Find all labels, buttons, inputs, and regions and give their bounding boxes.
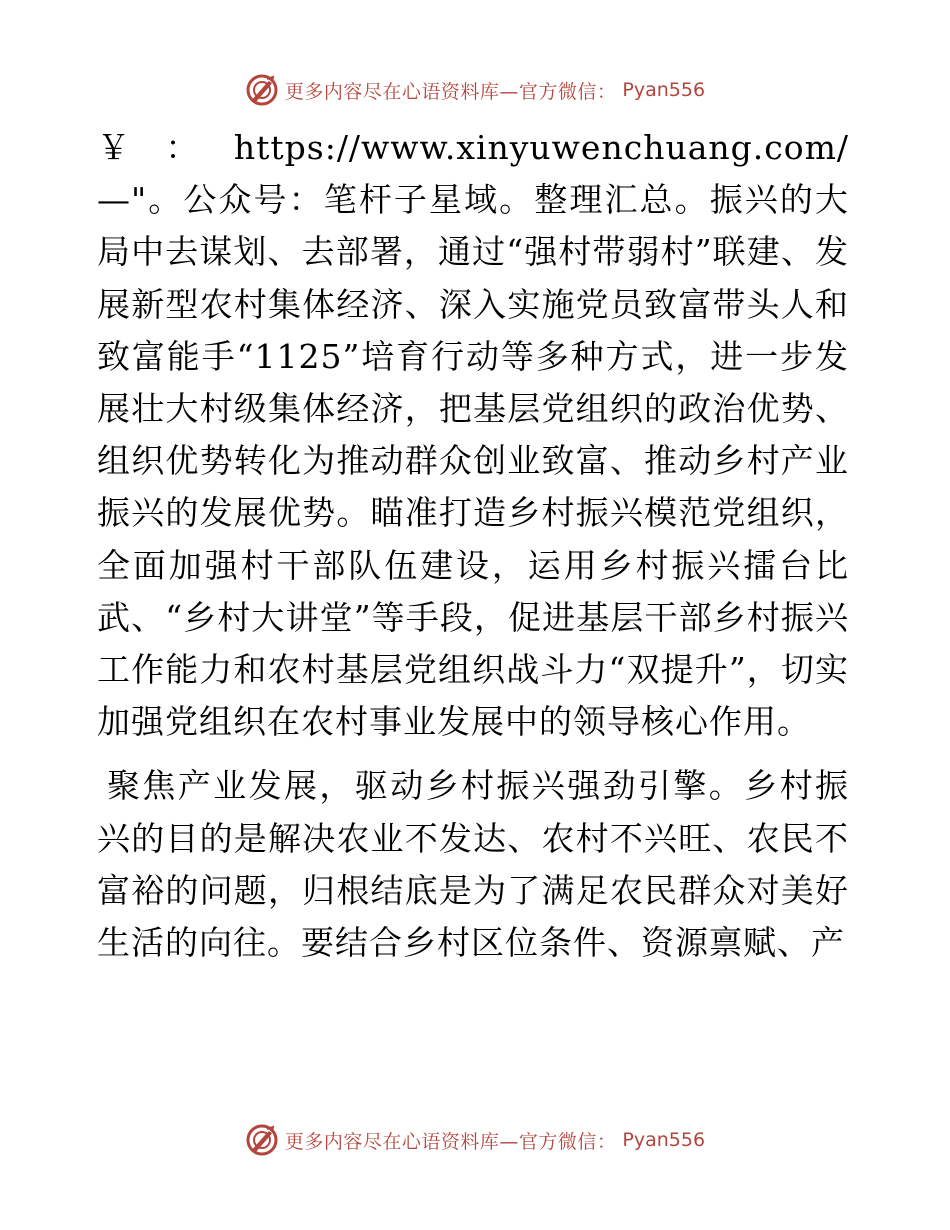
document-body [97,122,849,969]
seal-logo-icon [245,73,279,107]
footer-banner [0,1120,950,1160]
paragraph-2: 聚焦产业发展，驱动乡村振兴强劲引擎。乡村振兴的目的是解决农业不发达、农村不兴旺、农民不富裕的问题，归根结底是为了满足农民群众对美好生活的向往。要结合乡村区位条件、资源禀赋、产 [97,766,849,963]
header-banner-text: 更多内容尽在心语资料库—官方微信： [284,80,617,103]
paragraph-1: ￥：https://www.xinyuwenchuang.com/—"。公众号：笔杆子星域。整理汇总。振兴的大局中去谋划、去部署，通过“强村带弱村”联建、发展新型农村集体经济、深入实施党员致富带头人和致富能手“1125”培育行动等多种方式，进一步发展壮大村级集体经济，把基层党组织的政治优势、组织优势转化为推动群众创业致富、推动乡村产业振兴的发展优势。瞄准打造乡村振兴模范党组织，全面加强村干部队伍建设，运用乡村振兴擂台比武、“乡村大讲堂”等手段，促进基层干部乡村振兴工作能力和农村基层党组织战斗力“双提升”，切实加强党组织在农村事业发展中的领导核心作用。 [97,128,849,742]
footer-banner-text: 更多内容尽在心语资料库—官方微信： [284,1130,617,1153]
header-wechat-id: Pyan556 [622,79,706,101]
footer-wechat-id: Pyan556 [622,1129,706,1151]
seal-logo-icon [245,1123,279,1157]
header-banner [0,70,950,110]
